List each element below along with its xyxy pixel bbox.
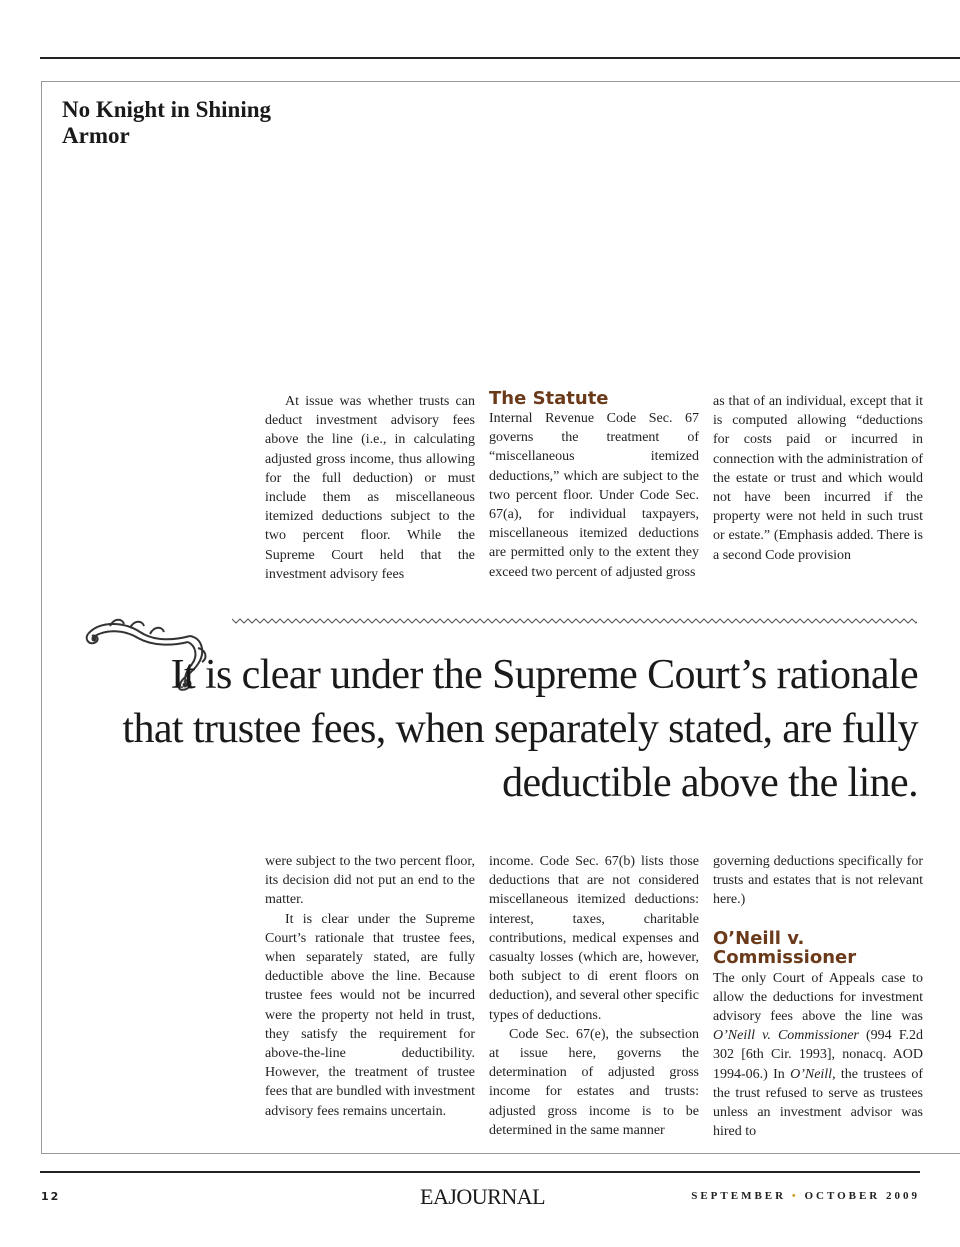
paragraph: income. Code Sec. 67(b) lists those deductions that are not considered miscellaneous itemized deductions: interest, taxes, charitable contributions, medical expenses and casualty losses (which are, however, both subject to di erent floors on deduction), and several other specific types of deductions.	[489, 854, 699, 1023]
pull-quote: It is clear under the Supreme Court’s rationale that trustee fees, when separately stated, are fully deductible above the line.	[122, 652, 918, 806]
issue-month: SEPTEMBER	[691, 1190, 787, 1202]
bottom-column-1	[265, 852, 475, 1121]
bottom-column-2	[489, 852, 699, 1140]
paragraph: Code Sec. 67(e), the subsection at issue here, governs the determination of adjusted gross income for estates and trusts: adjusted gross income is to be determined in the same manner	[489, 1026, 699, 1138]
text: The only Court of Appeals case to allow the deductions for investment advisory fees above the line was	[713, 970, 923, 1025]
paragraph: were subject to the two percent floor, its decision did not put an end to the matter.	[265, 854, 475, 908]
paragraph: It is clear under the Supreme Court’s rationale that trustee fees, when separately stated, are fully deductible above the line. Because trustee fees would not be incurred were the property not held in trust, they satisfy the requirement for above-the-line deductibility. However, the treatment of trustee fees that are bundled with investment advisory fees remains uncertain.	[265, 911, 475, 1119]
paragraph: governing deductions specifically for trusts and estates that is not relevant here.)	[713, 854, 923, 908]
paragraph: At issue was whether trusts can deduct investment advisory fees above the line (i.e., in calculating adjusted gross income, thus allowing for the full deduction) or must include them as miscellaneous itemized deductions subject to the two percent floor. While the Supreme Court held that the investment advisory fees	[265, 394, 475, 582]
paragraph: as that of an individual, except that it is computed allowing “deductions for costs paid or incurred in connection with the administration of the estate or trust and which would not have been incurred if the property were not held in such trust or estate.” (Emphasis added. There is a second Code provision	[713, 394, 923, 563]
text: (994 F.2d 302 [6th Cir. 1993], nonacq. AOD 1994-06.) In	[713, 1028, 923, 1082]
heading-oneill-v-commissioner: O’Neill v. Commissioner	[713, 927, 857, 968]
heading-the-statute: The Statute	[489, 388, 609, 409]
footer-rule	[40, 1171, 920, 1173]
paragraph	[713, 969, 923, 1142]
journal-logo: EAJOURNAL	[420, 1184, 546, 1209]
top-column-3	[713, 392, 923, 565]
case-name: O’Neill v. Commissioner	[713, 1028, 859, 1044]
frame-bottom-border	[41, 1153, 960, 1154]
paragraph: Internal Revenue Code Sec. 67 governs the treatment of “miscellaneous itemized deductions,” which are subject to the two percent floor. Under Code Sec. 67(a), for individual taxpayers, miscellaneous itemized deductions are permitted only to the extent they exceed two percent of adjusted gross	[489, 411, 699, 580]
issue-separator: •	[791, 1190, 799, 1202]
zigzag-divider	[232, 616, 917, 626]
top-column-1	[265, 392, 475, 584]
top-column-2	[489, 388, 699, 582]
frame-top-border	[41, 81, 960, 82]
header-rule	[40, 57, 960, 59]
text: , the trustees of the trust refused to serve as trustees unless an investment advisor was hired to	[713, 1066, 923, 1140]
section-title: No Knight in Shining Armor	[62, 97, 272, 148]
issue-date	[691, 1190, 920, 1202]
frame-left-border	[41, 81, 42, 1154]
bottom-column-3	[713, 852, 923, 1141]
case-name: O’Neill	[790, 1066, 833, 1082]
issue-rest: OCTOBER 2009	[804, 1190, 920, 1202]
page-number: 12	[41, 1190, 61, 1203]
